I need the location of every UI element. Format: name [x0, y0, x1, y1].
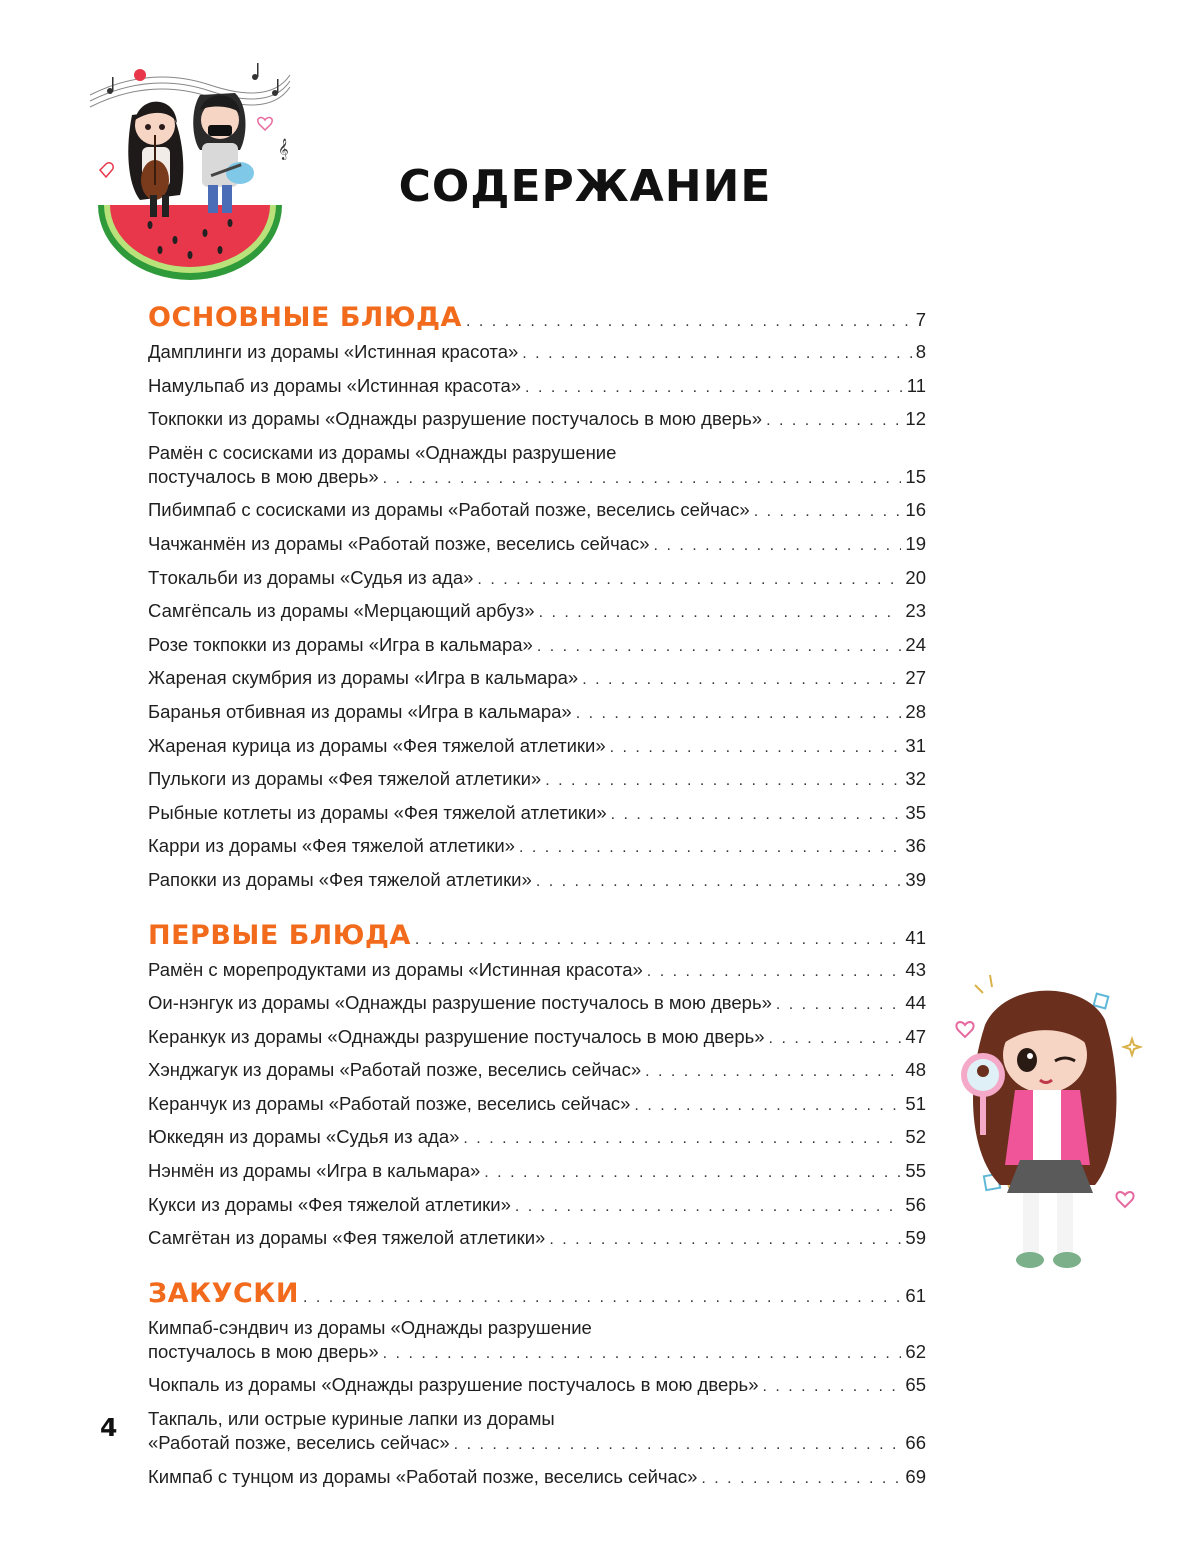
entry-title: Токпокки из дорамы «Однажды разрушение постучалось в мою дверь» — [148, 408, 763, 430]
toc-entry[interactable] — [148, 633, 926, 659]
toc-entry[interactable] — [148, 666, 926, 692]
section-heading[interactable] — [148, 920, 926, 952]
entry-title: Жареная курица из дорамы «Фея тяжелой атлетики» — [148, 734, 606, 756]
entry-page-number: 27 — [905, 667, 926, 689]
toc-entry[interactable] — [148, 374, 926, 400]
entry-page-number: 16 — [905, 499, 926, 521]
entry-title: Самгётан из дорамы «Фея тяжелой атлетики» — [148, 1227, 546, 1249]
entry-page-number: 62 — [905, 1340, 926, 1362]
chibi-cellist-icon — [128, 102, 183, 217]
entry-title-continued: «Работай позже, веселись сейчас» — [148, 1432, 450, 1454]
leader-dots — [415, 931, 902, 949]
leader-dots — [454, 1433, 902, 1457]
entry-page-number: 11 — [906, 374, 926, 396]
entry-page-number: 35 — [905, 801, 926, 823]
leader-dots — [762, 1375, 901, 1399]
entry-title: Юккедян из дорамы «Судья из ада» — [148, 1126, 460, 1148]
toc-entry[interactable] — [148, 441, 926, 491]
entry-page-number: 48 — [905, 1059, 926, 1081]
leader-dots — [536, 870, 902, 894]
leader-dots — [654, 534, 902, 558]
entry-page-number: 23 — [905, 600, 926, 622]
toc-entry[interactable] — [148, 991, 926, 1017]
table-of-contents — [148, 302, 926, 1498]
entry-page-number: 55 — [905, 1160, 926, 1182]
entry-page-number: 19 — [905, 532, 926, 554]
leg-icon — [1057, 1193, 1073, 1253]
toc-entry[interactable] — [148, 1159, 926, 1185]
entry-title: Розе токпокки из дорамы «Игра в кальмара» — [148, 633, 533, 655]
sneaker-icon — [1016, 1252, 1044, 1268]
entry-title: Жареная скумбрия из дорамы «Игра в кальмара» — [148, 667, 579, 689]
entry-title: Чокпаль из дорамы «Однажды разрушение постучалось в мою дверь» — [148, 1374, 759, 1396]
entry-page-number: 28 — [905, 700, 926, 722]
entry-title: Кукси из дорамы «Фея тяжелой атлетики» — [148, 1193, 511, 1215]
entry-page-number: 43 — [905, 958, 926, 980]
leader-dots — [634, 1094, 901, 1118]
entry-title: Рамён с сосисками из дорамы «Однажды разрушение — [148, 441, 617, 463]
entry-title: Керанкук из дорамы «Однажды разрушение постучалось в мою дверь» — [148, 1025, 765, 1047]
toc-entry[interactable] — [148, 801, 926, 827]
leader-dots — [303, 1289, 901, 1307]
leader-dots — [519, 836, 901, 860]
toc-entry[interactable] — [148, 1407, 926, 1457]
entry-title: Ттокальби из дорамы «Судья из ада» — [148, 566, 474, 588]
entry-title: Рапокки из дорамы «Фея тяжелой атлетики» — [148, 868, 532, 890]
entry-page-number: 32 — [905, 768, 926, 790]
entry-title: Такпаль, или острые куриные лапки из дорамы — [148, 1408, 555, 1430]
entry-page-number: 66 — [905, 1432, 926, 1454]
toc-entry[interactable] — [148, 958, 926, 984]
leader-dots — [549, 1228, 901, 1252]
leader-dots — [484, 1161, 901, 1185]
entry-title: Рыбные котлеты из дорамы «Фея тяжелой атлетики» — [148, 801, 607, 823]
entry-page-number: 20 — [905, 566, 926, 588]
page-number: 4 — [100, 1413, 118, 1442]
leader-dots — [645, 1060, 901, 1084]
entry-title-continued: постучалось в мою дверь» — [148, 465, 379, 487]
toc-entry[interactable] — [148, 700, 926, 726]
toc-entry[interactable] — [148, 532, 926, 558]
entry-page-number: 69 — [905, 1465, 926, 1487]
chibi-girl-illustration — [945, 965, 1155, 1285]
section-title: ЗАКУСКИ — [148, 1277, 299, 1309]
entry-page-number: 24 — [905, 633, 926, 655]
entry-title: Нэнмён из дорамы «Игра в кальмара» — [148, 1160, 481, 1182]
entry-page-number: 59 — [905, 1227, 926, 1249]
leader-dots — [766, 409, 901, 433]
section-title: ПЕРВЫЕ БЛЮДА — [148, 919, 411, 951]
toc-entry[interactable] — [148, 1316, 926, 1366]
entry-title: Кимпаб с тунцом из дорамы «Работай позже, веселись сейчас» — [148, 1465, 698, 1487]
toc-entry[interactable] — [148, 1092, 926, 1118]
toc-entry[interactable] — [148, 1193, 926, 1219]
watermelon-musicians-svg — [80, 55, 300, 280]
leader-dots — [701, 1467, 901, 1491]
entry-page-number: 12 — [905, 408, 926, 430]
entry-page-number: 31 — [905, 734, 926, 756]
section-page-number: 61 — [905, 1284, 926, 1306]
entry-page-number: 47 — [905, 1025, 926, 1047]
toc-entry[interactable] — [148, 1125, 926, 1151]
toc-entry[interactable] — [148, 1025, 926, 1051]
leader-dots — [537, 635, 902, 659]
chibi-girl-mirror-svg — [945, 965, 1155, 1285]
leader-dots — [754, 500, 902, 524]
leader-dots — [522, 342, 911, 366]
toc-section-snacks — [148, 1278, 926, 1491]
leg-icon — [1023, 1193, 1039, 1253]
section-gap — [148, 1260, 926, 1278]
entry-title: Намульпаб из дорамы «Истинная красота» — [148, 374, 522, 396]
leader-dots — [776, 993, 902, 1017]
leader-dots — [515, 1195, 902, 1219]
entry-page-number: 44 — [905, 992, 926, 1014]
music-staff-icon — [90, 75, 290, 107]
entry-page-number: 56 — [905, 1193, 926, 1215]
entry-title: Ои-нэнгук из дорамы «Однажды разрушение постучалось в мою дверь» — [148, 992, 772, 1014]
section-heading[interactable] — [148, 1278, 926, 1310]
entry-title: Кимпаб-сэндвич из дорамы «Однажды разрушение — [148, 1316, 592, 1338]
sneaker-icon — [1053, 1252, 1081, 1268]
toc-entry[interactable] — [148, 1373, 926, 1399]
toc-section-main-dishes — [148, 302, 926, 894]
page-title: СОДЕРЖАНИЕ — [398, 161, 772, 213]
section-page-number: 7 — [915, 309, 926, 330]
leader-dots — [647, 960, 902, 984]
toc-entry[interactable] — [148, 340, 926, 366]
toc-entry[interactable] — [148, 734, 926, 760]
leader-dots — [463, 1127, 901, 1151]
toc-entry[interactable] — [148, 834, 926, 860]
entry-title: Чачжанмён из дорамы «Работай позже, веселись сейчас» — [148, 532, 650, 554]
entry-title: Баранья отбивная из дорамы «Игра в кальмара» — [148, 700, 572, 722]
entry-page-number: 52 — [905, 1126, 926, 1148]
leader-dots — [576, 702, 902, 726]
section-title: ОСНОВНЫЕ БЛЮДА — [148, 302, 462, 333]
leader-dots — [477, 568, 901, 592]
leader-dots — [545, 769, 901, 793]
section-page-number: 41 — [905, 926, 926, 948]
leader-dots — [539, 601, 902, 625]
leader-dots — [611, 803, 902, 827]
section-heading[interactable] — [148, 302, 926, 334]
entry-title: Карри из дорамы «Фея тяжелой атлетики» — [148, 835, 515, 857]
heart-icon — [258, 117, 272, 130]
leader-dots — [582, 668, 901, 692]
svg-text:𝄞: 𝄞 — [278, 139, 289, 160]
entry-page-number: 51 — [905, 1092, 926, 1114]
toc-entry[interactable] — [148, 407, 926, 433]
toc-entry[interactable] — [148, 767, 926, 793]
skirt-icon — [1007, 1160, 1093, 1193]
heart-icon — [100, 163, 113, 177]
toc-entry[interactable] — [148, 566, 926, 592]
entry-title: Пулькоги из дорамы «Фея тяжелой атлетики» — [148, 768, 542, 790]
entry-title: Пибимпаб с сосисками из дорамы «Работай позже, веселись сейчас» — [148, 499, 750, 521]
entry-title: Керанчук из дорамы «Работай позже, веселись сейчас» — [148, 1092, 631, 1114]
chibi-musicians-illustration — [80, 55, 300, 280]
entry-title: Дамплинги из дорамы «Истинная красота» — [148, 341, 519, 362]
toc-entry[interactable] — [148, 1465, 926, 1491]
leader-dots — [466, 313, 912, 331]
toc-section-first-courses — [148, 920, 926, 1253]
leader-dots — [383, 467, 902, 491]
watermelon-piece-icon — [134, 69, 146, 81]
entry-title-continued: постучалось в мою дверь» — [148, 1340, 379, 1362]
chibi-guitarist-icon — [193, 93, 254, 213]
entry-page-number: 15 — [905, 465, 926, 487]
toc-entry[interactable] — [148, 599, 926, 625]
toc-entry[interactable] — [148, 1058, 926, 1084]
leader-dots — [525, 376, 903, 400]
entry-page-number: 39 — [905, 868, 926, 890]
entry-page-number: 8 — [915, 341, 926, 362]
entry-page-number: 65 — [905, 1374, 926, 1396]
watermelon-slice-icon — [98, 205, 282, 280]
toc-entry[interactable] — [148, 1226, 926, 1252]
toc-entry[interactable] — [148, 498, 926, 524]
entry-title: Рамён с морепродуктами из дорамы «Истинная красота» — [148, 958, 643, 980]
entry-title: Хэнджагук из дорамы «Работай позже, веселись сейчас» — [148, 1059, 642, 1081]
entry-title: Самгёпсаль из дорамы «Мерцающий арбуз» — [148, 600, 535, 622]
leader-dots — [383, 1342, 902, 1366]
entry-page-number: 36 — [905, 835, 926, 857]
toc-entry[interactable] — [148, 868, 926, 894]
section-gap — [148, 902, 926, 920]
leader-dots — [610, 736, 902, 760]
leader-dots — [769, 1027, 902, 1051]
